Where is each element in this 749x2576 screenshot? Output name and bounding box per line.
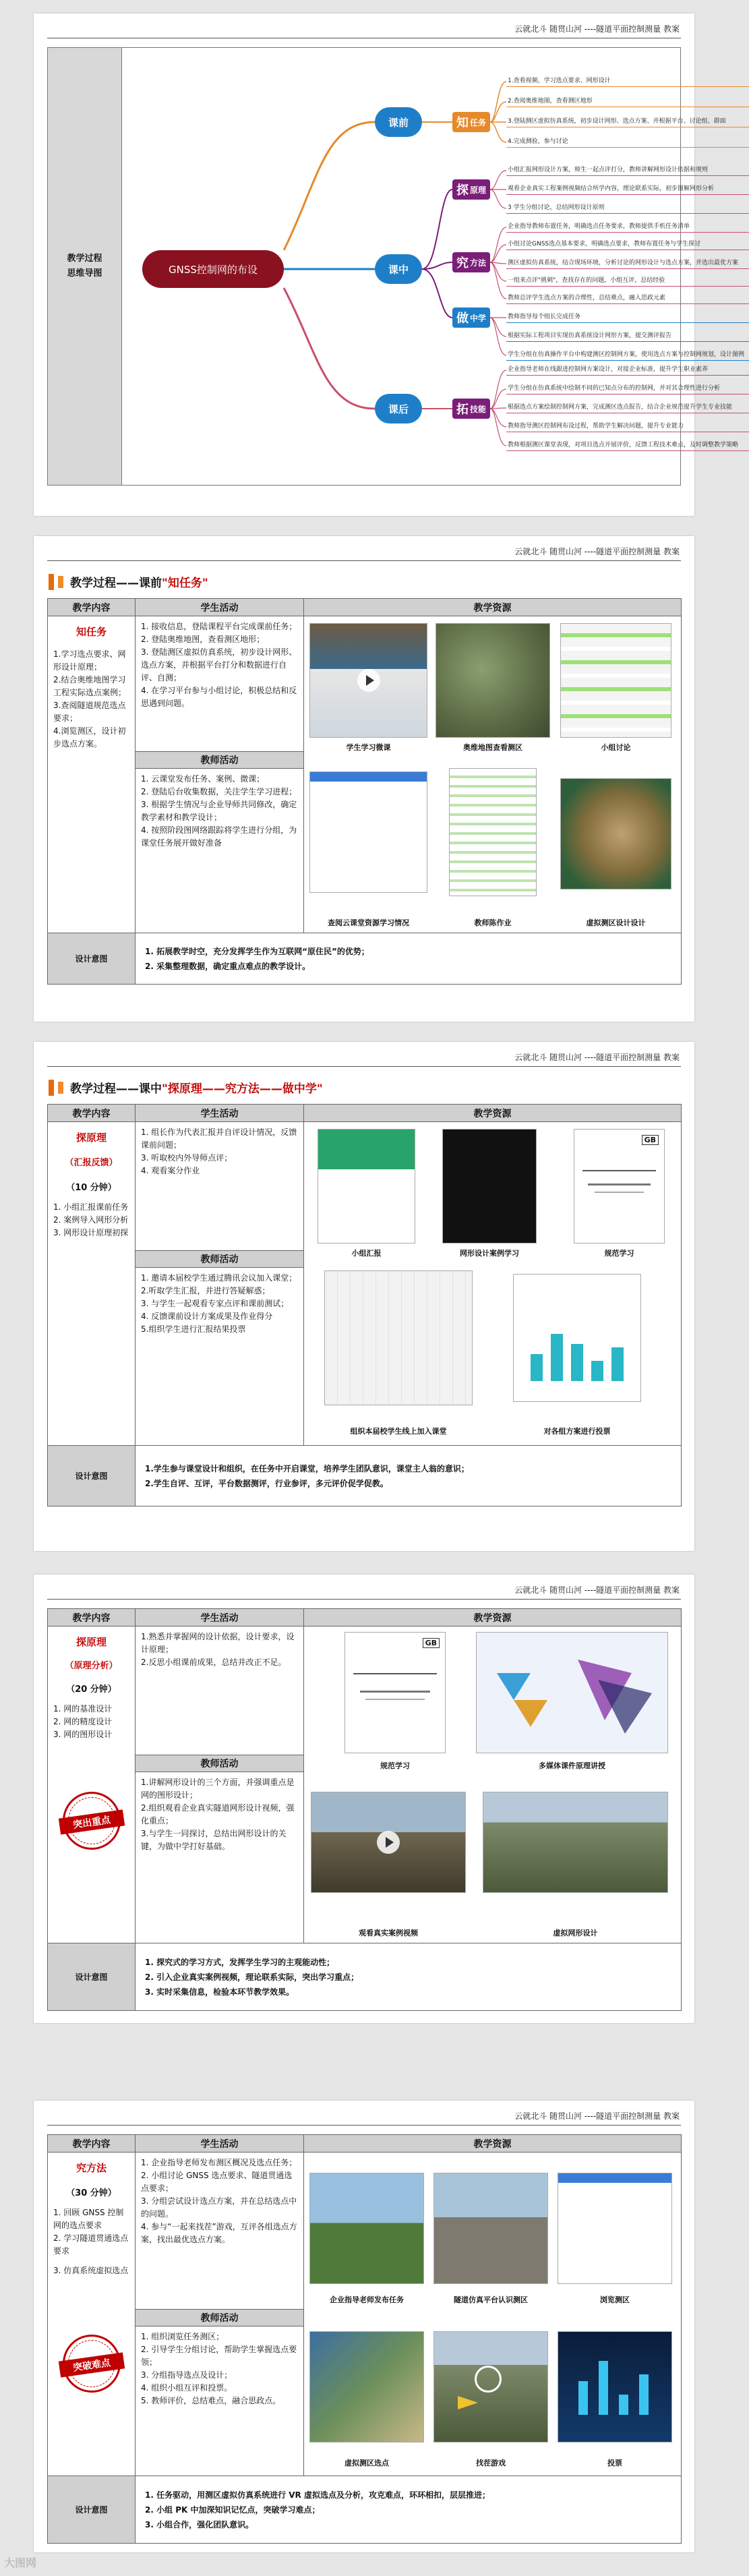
resource-caption: 学生学习微课 [346, 743, 391, 752]
page-5 [34, 2101, 694, 2552]
resource-cell [304, 1627, 682, 1943]
resource-caption: 虚拟测区选点 [344, 2459, 389, 2467]
design-header: 设计意图 [48, 2476, 136, 2544]
content-title: 探原理 [76, 1132, 107, 1144]
col-header-resource: 教学资源 [304, 599, 682, 616]
page-3 [34, 1042, 694, 1551]
content-line: 2. 学习隧道贯通选点要求 [53, 2233, 129, 2256]
stage-post-class: 课后 [375, 394, 422, 423]
content-line: 2. 网的精度设计 [53, 1717, 113, 1726]
resource-caption: 规范学习 [604, 1249, 634, 1258]
vote-result-chart [513, 1274, 641, 1402]
content-title: 知任务 [76, 626, 107, 638]
resource-caption: 规范学习 [380, 1761, 410, 1770]
category-know-task [452, 112, 490, 132]
mindmap-item: 3.登陆测区虚拟仿真系统，初步设计网形、选点方案、并根据平台、讨论组、群面 [506, 117, 749, 127]
design-line: 3. 小组合作，强化团队意识。 [145, 2519, 254, 2529]
online-meeting-screenshot [324, 1270, 473, 1405]
col-header-student: 学生活动 [136, 1105, 304, 1122]
mindmap-item: 学生分组在仿真系统中绘制不同的已知点分布的控制网，并对其合理性进行分析 [506, 384, 749, 394]
mindmap-label-line: 思维导图 [67, 268, 102, 279]
category-learn-by-doing [452, 308, 490, 328]
activity-line: 1. 企业指导老师发布测区概况及选点任务； [141, 2158, 297, 2167]
resource-caption: 小组汇报 [351, 1249, 382, 1258]
design-line: 2. 小组 PK 中加深知识记忆点，突破学习难点； [145, 2505, 320, 2515]
activity-line: 1. 组长作为代表汇报并自评设计情况，反馈课前问题； [141, 1128, 297, 1150]
activity-line: 4. 参与“一起来找茬”游戏，互评各组选点方案，找出最优选点方案。 [141, 2222, 297, 2244]
col-header-content: 教学内容 [48, 1609, 136, 1627]
design-line: 1. 拓展教学时空，充分发挥学生作为互联网“原住民”的优势； [145, 946, 369, 956]
category-study-method [452, 252, 490, 272]
mindmap-item: 2.查阅奥维地图，查看测区地形 [506, 96, 749, 107]
mindmap-item: 教师总评学生选点方案的合理性，总结难点，融入思政元素 [506, 293, 749, 304]
content-line: 2.结合奥维地图学习工程实际选点案例； [53, 675, 127, 697]
header-rule [47, 560, 681, 561]
category-char: 做 [456, 312, 469, 326]
play-icon[interactable] [377, 1831, 400, 1854]
content-cell [48, 616, 136, 933]
resource-caption: 网形设计案例学习 [460, 1249, 519, 1258]
spot-difference-game-image [433, 2331, 548, 2442]
mindmap [47, 47, 745, 486]
play-icon[interactable] [357, 669, 380, 692]
highlight-key-point-seal [63, 1792, 121, 1850]
page-2 [34, 536, 694, 1022]
activity-line: 3. 根据学生情况与企业导师共同修改，确定教学素材和教学设计； [141, 800, 297, 822]
content-subtitle: （原理分析） [65, 1661, 118, 1671]
mindmap-item: 教师指导每个组长完成任务 [506, 312, 749, 323]
category-text: 技能 [469, 404, 486, 414]
breakthrough-difficulty-seal [63, 2335, 121, 2393]
design-line: 1. 任务驱动，用测区虚拟仿真系统进行 VR 虚拟选点及分析，攻克难点，环环相扣，层层推进； [145, 2490, 490, 2500]
mindmap-item: 教师指导测区控制网布设过程，帮助学生解决问题，提升专业能力 [506, 421, 749, 432]
content-cell [48, 2153, 136, 2476]
page-1 [34, 13, 745, 516]
platform-screenshot [309, 771, 427, 893]
resource-caption: 企业指导老师发布任务 [330, 2295, 404, 2304]
category-explore-principle [452, 179, 490, 200]
resource-caption: 对各组方案进行投票 [543, 1427, 611, 1436]
lesson-table [47, 598, 682, 985]
tunnel-platform-image [433, 2173, 548, 2284]
activity-cell [136, 616, 304, 933]
content-line: 1. 小组汇报课前任务 [53, 1202, 129, 1212]
design-intent [136, 1943, 682, 2011]
header-rule [47, 1066, 681, 1067]
resource-caption: 隧道仿真平台认识测区 [454, 2295, 528, 2304]
mindmap-item: 企业指导教师布置任务，明确选点任务要求，教师提供手机任务清单 [506, 222, 749, 233]
activity-line: 3. 分组指导选点及设计； [141, 2370, 233, 2380]
content-cell [48, 1122, 136, 1446]
content-line: 3. 网的图形设计 [53, 1730, 113, 1739]
microlecture-video-thumbnail[interactable] [309, 623, 427, 738]
col-header-resource: 教学资源 [304, 1105, 682, 1122]
resource-cell [304, 1122, 682, 1446]
activity-line: 3. 登陆测区虚拟仿真系统，初步设计网形、选点方案，并根据平台打分和数据进行自评、自测； [141, 647, 297, 682]
resource-caption: 观看真实案例视频 [359, 1929, 418, 1937]
activity-line: 1.熟悉并掌握网的设计依据，设计要求，设计原理； [141, 1632, 295, 1654]
teacher-activity [136, 2326, 303, 2411]
resource-caption: 找茬游戏 [476, 2459, 506, 2467]
activity-line: 4. 在学习平台参与小组讨论，积极总结和反思遇到问题。 [141, 686, 297, 708]
mindmap-item: 小组汇报网形设计方案，师生一起点评打分，教师讲解网形设计依据和规则 [506, 165, 749, 176]
courseware-slide [476, 1632, 668, 1753]
col-header-student: 学生活动 [136, 1609, 304, 1627]
mindmap-item: 3 学生分组讨论，总结网形设计原则 [506, 203, 749, 214]
virtual-point-selection-image [309, 2331, 424, 2442]
design-header: 设计意图 [48, 1943, 136, 2011]
content-duration: （30 分钟） [66, 2188, 117, 2198]
activity-line: 3. 听取校内外导师点评； [141, 1153, 233, 1163]
page-header: 云就北斗 随贯山河 ----隧道平面控制测量 教案 [514, 547, 680, 556]
mindmap-label [48, 48, 122, 485]
design-line: 3. 实时采集信息，检验本环节教学效果。 [145, 1987, 295, 1997]
activity-line: 4. 按照阶段图网络跟踪将学生进行分组，为课堂任务展开做好准备 [141, 825, 297, 848]
resource-caption: 教师陈作业 [474, 918, 512, 927]
teacher-activity-header: 教师活动 [136, 2309, 303, 2326]
activity-line: 2. 引导学生分组讨论，帮助学生掌握选点要领； [141, 2345, 297, 2367]
col-header-content: 教学内容 [48, 599, 136, 616]
resource-caption: 多媒体课件原理讲授 [539, 1761, 605, 1770]
case-video-thumbnail[interactable] [311, 1792, 466, 1893]
mindmap-item: 4.完成测验，参与讨论 [506, 137, 749, 148]
col-header-resource: 教学资源 [304, 1609, 682, 1627]
student-activity [136, 1122, 303, 1250]
mindmap-canvas [122, 48, 745, 485]
section-banner [49, 1079, 323, 1096]
student-activity [136, 1627, 303, 1755]
category-char: 探 [456, 183, 469, 198]
mindmap-item: 测区虚拟仿真系统，结合现场环境，分析讨论的网形设计与选点方案，并选出最优方案 [506, 258, 749, 269]
mindmap-item: 企业指导老师在线跟进控制网方案设计，对接企业标准，提升学生职业素养 [506, 365, 749, 376]
resource-caption: 投票 [607, 2459, 622, 2467]
activity-line: 5.组织学生进行汇报结果投票 [141, 1324, 246, 1334]
watermark: 大图网 [4, 2556, 37, 2569]
mindmap-item: 学生分组在仿真操作平台中构建测区控制网方案，使用选点方案与控制网规划，设计图例 [506, 350, 749, 361]
content-line: 4.浏览测区，设计初步选点方案。 [53, 726, 126, 749]
stage-in-class: 课中 [375, 254, 422, 284]
teacher-activity [136, 1268, 303, 1340]
content-line: 1. 回顾 GNSS 控制网的选点要求 [53, 2208, 124, 2230]
teacher-activity [136, 1772, 303, 1857]
satellite-map-image [436, 623, 550, 738]
activity-line: 2. 小组讨论 GNSS 选点要求、隧道贯通选点要求； [141, 2171, 293, 2193]
mindmap-item: 1.查看视频，学习选点要求、网形设计 [506, 76, 749, 87]
mindmap-item: 根据选点方案绘制控制网方案，完成测区选点报告，结合企业规范提升学生专业技能 [506, 403, 749, 413]
lesson-table [47, 1104, 682, 1506]
lesson-table [47, 1608, 682, 2011]
mindmap-item: 观看企业真实工程案例视频结合所学内容，理论联系实际，初步图解网形分析 [506, 184, 749, 195]
content-title: 探原理 [76, 1636, 107, 1648]
col-header-student: 学生活动 [136, 2135, 304, 2153]
activity-line: 2. 登陆奥维地图，查看测区地形； [141, 635, 265, 644]
content-cell [48, 1627, 136, 1943]
teacher-activity-header: 教师活动 [136, 751, 303, 769]
design-header: 设计意图 [48, 933, 136, 985]
col-header-content: 教学内容 [48, 1105, 136, 1122]
category-text: 任务 [469, 117, 486, 127]
teacher-activity [136, 769, 303, 854]
content-line: 1. 网的基准设计 [53, 1704, 113, 1714]
category-text: 原理 [469, 185, 486, 195]
resource-caption: 奥维地图查看测区 [463, 743, 522, 752]
category-expand-skill [452, 399, 490, 419]
teacher-activity-header: 教师活动 [136, 1250, 303, 1268]
design-line: 1. 探究式的学习方式，发挥学生学习的主观能动性； [145, 1957, 335, 1967]
activity-cell [136, 1627, 304, 1943]
content-line: 3. 网形设计原理初探 [53, 1228, 129, 1237]
survey-area-screenshot [558, 2173, 672, 2284]
design-intent [136, 1446, 682, 1506]
report-phone-screenshot [318, 1129, 415, 1243]
resource-caption: 组织本届校学生线上加入课堂 [350, 1427, 447, 1436]
content-duration: （20 分钟） [66, 1685, 117, 1695]
activity-line: 2. 登陆后台收集数据，关注学生学习进程； [141, 787, 297, 796]
resource-caption: 小组讨论 [601, 743, 631, 752]
activity-line: 3.与学生一同探讨，总结出网形设计的关键，为做中学打好基础。 [141, 1829, 287, 1851]
content-duration: （10 分钟） [66, 1183, 117, 1193]
gb-badge: GB [423, 1638, 440, 1648]
resource-caption: 虚拟测区设计设计 [586, 918, 646, 927]
activity-line: 2.听取学生汇报，并进行答疑解惑； [141, 1286, 270, 1295]
design-intent [136, 2476, 682, 2544]
design-line: 2. 引入企业真实案例视频，理论联系实际，突出学习重点； [145, 1972, 359, 1982]
resource-caption: 浏览测区 [600, 2295, 630, 2304]
activity-line: 4. 组织小组互评和投票。 [141, 2383, 233, 2393]
activity-line: 4. 观看案分作业 [141, 1166, 200, 1175]
mentor-task-photo [309, 2173, 424, 2284]
gb-badge: GB [642, 1135, 659, 1145]
student-activity [136, 2153, 303, 2309]
content-line: 2. 案例导入网形分析 [53, 1215, 129, 1225]
mindmap-item: 一组来点评"挑刺"，查找存在的问题，小组互评，总结经验 [506, 276, 749, 287]
category-text: 方法 [469, 258, 486, 268]
header-rule [47, 1599, 681, 1600]
stage-pre-class: 课前 [375, 107, 422, 137]
activity-line: 2.反思小组课前成果，总结并改正不足。 [141, 1658, 287, 1667]
mindmap-item: 根据实际工程项目实现仿真系统设计网形方案，提交测评报告 [506, 331, 749, 342]
col-header-content: 教学内容 [48, 2135, 136, 2153]
student-activity [136, 616, 303, 751]
activity-line: 1. 邀请本届校学生通过腾讯会议加入课堂； [141, 1273, 297, 1283]
content-line: 3. 仿真系统虚拟选点 [53, 2266, 129, 2275]
mindmap-label-line: 教学过程 [67, 254, 102, 264]
section-banner [49, 573, 208, 590]
resource-cell [304, 2153, 682, 2476]
page-header: 云就北斗 随贯山河 ----隧道平面控制测量 教案 [514, 2111, 680, 2121]
triangle-network-icon [477, 1633, 669, 1754]
banner-prefix: 教学过程——课前 [70, 577, 162, 590]
activity-cell [136, 1122, 304, 1446]
network-case-image [442, 1129, 537, 1243]
mindmap-center: GNSS控制网的布设 [142, 250, 284, 288]
activity-line: 3. 与学生一起观看专家点评和课前测试； [141, 1299, 289, 1308]
design-header: 设计意图 [48, 1446, 136, 1506]
mindmap-item: 教师根据测区课堂表现，对项目选点开展评价，反馈工程技术难点，及时调整教学策略 [506, 440, 749, 451]
banner-highlight: "知任务" [162, 577, 208, 590]
homework-phone-screenshot [449, 768, 537, 896]
category-char: 知 [456, 116, 469, 130]
design-line: 1.学生参与课堂设计和组织，在任务中开启课堂，培养学生团队意识，课堂主人翁的意识； [145, 1463, 469, 1473]
resource-caption: 查阅云课堂资源学习情况 [328, 918, 409, 927]
lesson-table [47, 2134, 682, 2544]
activity-line: 3. 分组尝试设计选点方案，并在总结选点中的问题。 [141, 2196, 297, 2219]
content-line: 1.学习选点要求、网形设计原理； [53, 649, 126, 672]
design-intent [136, 933, 682, 985]
page-4 [34, 1575, 694, 2023]
category-char: 拓 [456, 403, 469, 417]
vote-screen-image [558, 2331, 672, 2442]
standard-document [574, 1129, 665, 1243]
mindmap-item: 小组讨论GNSS选点基本要求，明确选点要求，教师布置任务与学生探讨 [506, 239, 749, 250]
activity-line: 1.讲解网形设计的三个方面，并强调重点是网的图形设计； [141, 1778, 295, 1800]
activity-cell [136, 2153, 304, 2476]
seal-label: 突出重点 [59, 1809, 125, 1834]
standard-document [344, 1632, 446, 1753]
banner-highlight: "探原理——究方法——做中学" [162, 1082, 323, 1096]
resource-caption: 虚拟网形设计 [553, 1929, 598, 1937]
seal-label: 突破难点 [59, 2352, 125, 2377]
activity-line: 4. 反馈课前设计方案成果及作业得分 [141, 1312, 273, 1321]
resource-cell [304, 616, 682, 933]
banner-prefix: 教学过程——课中 [70, 1082, 162, 1096]
design-line: 2.学生自评、互评，平台数据测评，行业参评，多元评价促学促教。 [145, 1478, 388, 1488]
category-char: 究 [456, 256, 469, 270]
activity-line: 2.组织观看企业真实隧道网形设计视频，强化重点； [141, 1803, 295, 1825]
design-line: 2. 采集整理数据，确定重点难点的教学设计。 [145, 961, 311, 971]
activity-line: 5. 教师评价，总结难点，融合思政点。 [141, 2396, 281, 2405]
content-subtitle: （汇报反馈） [65, 1158, 118, 1168]
content-line: 3.查阅隧道规范选点要求； [53, 701, 126, 723]
col-header-resource: 教学资源 [304, 2135, 682, 2153]
header-rule [47, 2125, 681, 2126]
page-header: 云就北斗 随贯山河 ----隧道平面控制测量 教案 [514, 1585, 680, 1595]
page-header: 云就北斗 随贯山河 ----隧道平面控制测量 教案 [514, 24, 680, 34]
teacher-activity-header: 教师活动 [136, 1755, 303, 1772]
page-header: 云就北斗 随贯山河 ----隧道平面控制测量 教案 [514, 1053, 680, 1062]
category-text: 中学 [469, 313, 486, 323]
activity-line: 1. 云课堂发布任务、案例、微课； [141, 774, 265, 784]
virtual-terrain-image [560, 778, 671, 889]
activity-line: 1. 接收信息，登陆课程平台完成课前任务； [141, 622, 297, 631]
content-title: 究方法 [76, 2162, 107, 2174]
chat-screenshot [560, 623, 671, 738]
activity-line: 1. 组织浏览任务测区； [141, 2332, 224, 2341]
virtual-network-image [483, 1792, 668, 1893]
col-header-student: 学生活动 [136, 599, 304, 616]
